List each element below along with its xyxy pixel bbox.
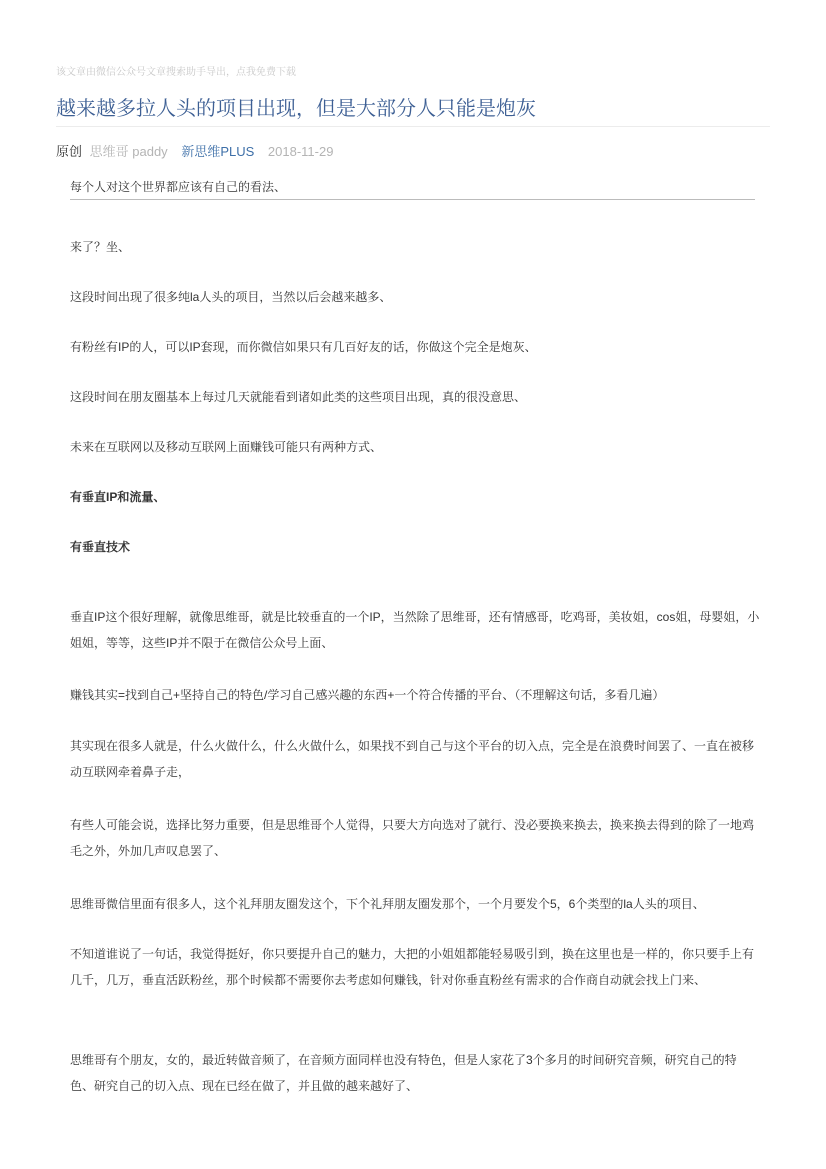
paragraph: 未来在互联网以及移动互联网上面赚钱可能只有两种方式、 — [70, 440, 383, 454]
paragraph: 赚钱其实=找到自己+坚持自己的特色/学习自己感兴趣的东西+一个符合传播的平台、（不理解这句话，多看几遍） — [70, 688, 665, 702]
article-meta — [56, 141, 343, 160]
author-name: 思维哥 paddy — [89, 144, 168, 159]
paragraph: 其实现在很多人就是，什么火做什么，什么火做什么，如果找不到自己与这个平台的切入点，完全是在浪费时间罢了、一直在被移动互联网牵着鼻子走， — [70, 739, 755, 779]
paragraph: 这段时间在朋友圈基本上每过几天就能看到诸如此类的这些项目出现，真的很没意思、 — [70, 390, 527, 404]
paragraph: 思维哥有个朋友，女的，最近转做音频了，在音频方面同样也没有特色，但是人家花了3个多月的时间研究音频，研究自己的特色、研究自己的切入点、现在已经在做了，并且做的越来越好了、 — [70, 1053, 737, 1093]
account-link[interactable]: 新思维PLUS — [181, 144, 255, 159]
paragraph: 不知道谁说了一句话，我觉得挺好，你只要提升自己的魅力，大把的小姐姐都能轻易吸引到，换在这里也是一样的，你只要手上有几千，几万，垂直活跃粉丝，那个时候都不需要你去考虑如何赚钱，针对你垂直粉丝有需求的合作商自动就会找上门来、 — [70, 947, 755, 987]
paragraph: 有粉丝有IP的人，可以IP套现，而你微信如果只有几百好友的话，你做这个完全是炮灰、 — [70, 340, 537, 354]
publish-date: 2018-11-29 — [267, 144, 334, 159]
paragraph: 这段时间出现了很多纯la人头的项目，当然以后会越来越多、 — [70, 290, 392, 304]
paragraph: 有些人可能会说，选择比努力重要，但是思维哥个人觉得，只要大方向选对了就行、没必要换来换去，换来换去得到的除了一地鸡毛之外，外加几声叹息罢了、 — [70, 818, 755, 858]
title-divider — [56, 126, 770, 127]
paragraph-bold: 有垂直IP和流量、 — [70, 490, 166, 504]
article-quote: 每个人对这个世界都应该有自己的看法、 — [70, 180, 287, 194]
export-notice-link[interactable]: 该文章由微信公众号文章搜索助手导出，点我免费下载 — [56, 67, 296, 78]
paragraph: 垂直IP这个很好理解，就像思维哥，就是比较垂直的一个IP，当然除了思维哥，还有情感哥，吃鸡哥，美妆姐，cos姐，母婴姐，小姐姐，等等，这些IP并不限于在微信公众号上面、 — [70, 610, 760, 650]
paragraph: 思维哥微信里面有很多人，这个礼拜朋友圈发这个，下个礼拜朋友圈发那个，一个月要发个5，6个类型的la人头的项目、 — [70, 897, 705, 911]
paragraph-bold: 有垂直技术 — [70, 540, 131, 554]
original-label: 原创 — [56, 144, 83, 159]
quote-divider — [70, 199, 755, 200]
article-title: 越来越多拉人头的项目出现，但是大部分人只能是炮灰 — [56, 98, 536, 120]
paragraph: 来了？坐、 — [70, 240, 131, 254]
